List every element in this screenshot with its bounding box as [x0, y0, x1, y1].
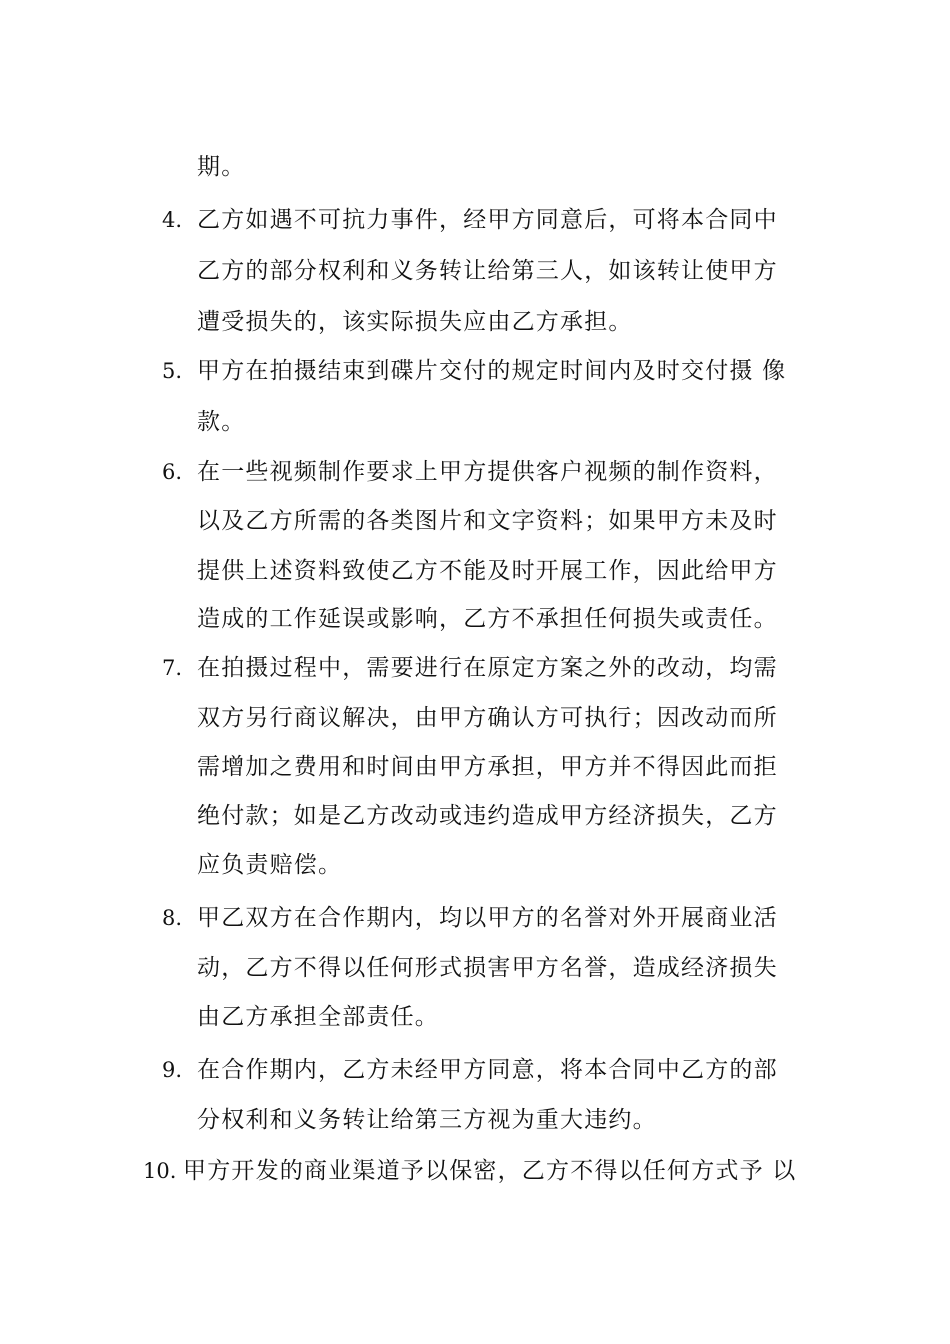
- text-line: 以及乙方所需的各类图片和文字资料；如果甲方未及时: [197, 508, 778, 534]
- text-line: 绝付款；如是乙方改动或违约造成甲方经济损失，乙方: [197, 803, 778, 829]
- list-number-5: 5.: [162, 359, 183, 383]
- text-line: 动，乙方不得以任何形式损害甲方名誉，造成经济损失: [197, 955, 778, 981]
- text-line: 期。: [197, 154, 246, 180]
- text-line: 甲方开发的商业渠道予以保密，乙方不得以任何方式予 以: [183, 1158, 797, 1184]
- list-number-7: 7.: [162, 656, 183, 680]
- text-line: 双方另行商议解决，由甲方确认方可执行；因改动而所: [197, 705, 778, 731]
- text-line: 乙方如遇不可抗力事件，经甲方同意后，可将本合同中: [197, 207, 778, 233]
- text-line: 甲方在拍摄结束到碟片交付的规定时间内及时交付摄 像: [197, 358, 787, 384]
- text-line: 分权利和义务转让给第三方视为重大违约。: [197, 1107, 657, 1133]
- text-line: 在合作期内，乙方未经甲方同意，将本合同中乙方的部: [197, 1057, 778, 1083]
- list-number-4: 4.: [162, 208, 183, 232]
- text-line: 乙方的部分权利和义务转让给第三人，如该转让使甲方: [197, 258, 778, 284]
- text-line: 款。: [197, 409, 246, 435]
- text-line: 遭受损失的，该实际损失应由乙方承担。: [197, 309, 633, 335]
- text-line: 甲乙双方在合作期内，均以甲方的名誉对外开展商业活: [197, 905, 778, 931]
- text-line: 在一些视频制作要求上甲方提供客户视频的制作资料，: [197, 459, 778, 485]
- text-line: 应负责赔偿。: [197, 852, 343, 878]
- list-number-8: 8.: [162, 906, 183, 930]
- text-line: 造成的工作延误或影响，乙方不承担任何损失或责任。: [197, 606, 778, 632]
- list-number-10: 10.: [143, 1159, 177, 1183]
- text-line: 提供上述资料致使乙方不能及时开展工作，因此给甲方: [197, 558, 778, 584]
- text-line: 在拍摄过程中，需要进行在原定方案之外的改动，均需: [197, 655, 778, 681]
- text-line: 需增加之费用和时间由甲方承担，甲方并不得因此而拒: [197, 754, 778, 780]
- list-number-6: 6.: [162, 460, 183, 484]
- text-line: 由乙方承担全部责任。: [197, 1004, 439, 1030]
- list-number-9: 9.: [162, 1058, 183, 1082]
